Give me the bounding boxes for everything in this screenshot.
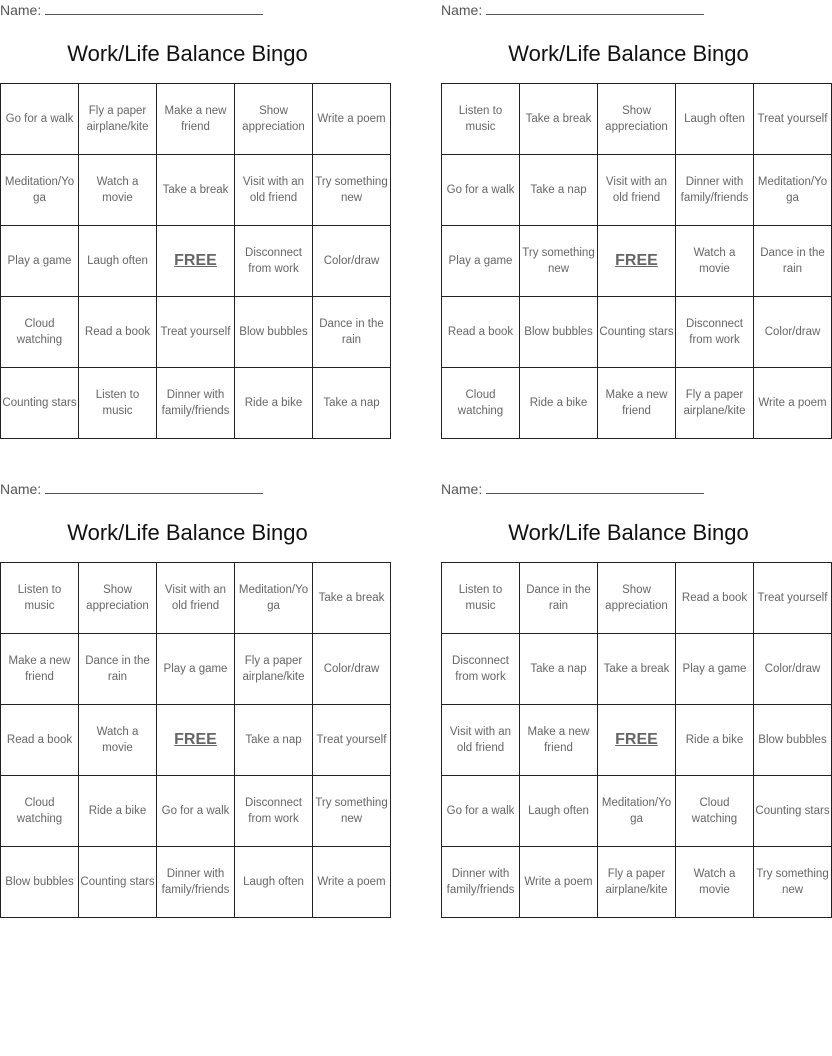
bingo-cell: Dance in the rain bbox=[520, 563, 598, 634]
bingo-cell: Make a new friend bbox=[520, 705, 598, 776]
name-blank-line[interactable] bbox=[45, 1, 263, 15]
bingo-cell: Play a game bbox=[676, 634, 754, 705]
name-field[interactable] bbox=[0, 480, 263, 497]
bingo-cell: Take a nap bbox=[313, 368, 391, 439]
bingo-cell: Play a game bbox=[442, 226, 520, 297]
bingo-cell: Show appreciation bbox=[598, 563, 676, 634]
bingo-cell: Dinner with family/friends bbox=[676, 155, 754, 226]
bingo-cell: Counting stars bbox=[598, 297, 676, 368]
bingo-cell: Dinner with family/friends bbox=[157, 368, 235, 439]
bingo-row bbox=[442, 563, 832, 634]
bingo-cell: Laugh often bbox=[79, 226, 157, 297]
bingo-cell: Watch a movie bbox=[79, 155, 157, 226]
bingo-row bbox=[1, 226, 391, 297]
bingo-cell: Fly a paper airplane/kite bbox=[598, 847, 676, 918]
bingo-cell: Show appreciation bbox=[235, 84, 313, 155]
bingo-row bbox=[442, 155, 832, 226]
bingo-cell: Meditation/Yoga bbox=[1, 155, 79, 226]
bingo-row bbox=[1, 634, 391, 705]
bingo-cell: Ride a bike bbox=[676, 705, 754, 776]
bingo-grid bbox=[441, 83, 832, 439]
bingo-cell: Show appreciation bbox=[598, 84, 676, 155]
bingo-cell: Make a new friend bbox=[157, 84, 235, 155]
bingo-cell: Dinner with family/friends bbox=[442, 847, 520, 918]
bingo-cell: Try something new bbox=[313, 155, 391, 226]
name-blank-line[interactable] bbox=[45, 480, 263, 494]
card-title: Work/Life Balance Bingo bbox=[508, 41, 749, 66]
bingo-grid bbox=[0, 562, 391, 918]
bingo-row bbox=[1, 705, 391, 776]
bingo-row bbox=[442, 634, 832, 705]
bingo-cell: Disconnect from work bbox=[442, 634, 520, 705]
bingo-row bbox=[442, 847, 832, 918]
free-space: FREE bbox=[157, 705, 235, 776]
bingo-row bbox=[442, 226, 832, 297]
bingo-cell: Listen to music bbox=[442, 84, 520, 155]
bingo-cell: Try something new bbox=[520, 226, 598, 297]
bingo-cell: Visit with an old friend bbox=[442, 705, 520, 776]
bingo-cell: Ride a bike bbox=[520, 368, 598, 439]
bingo-cell: Dinner with family/friends bbox=[157, 847, 235, 918]
bingo-grid bbox=[0, 83, 391, 439]
card-title: Work/Life Balance Bingo bbox=[67, 41, 308, 66]
bingo-cell: Try something new bbox=[754, 847, 832, 918]
bingo-cell: Fly a paper airplane/kite bbox=[79, 84, 157, 155]
bingo-grid bbox=[441, 562, 832, 918]
bingo-cell: Blow bubbles bbox=[235, 297, 313, 368]
bingo-cell: Laugh often bbox=[235, 847, 313, 918]
bingo-row bbox=[1, 297, 391, 368]
name-blank-line[interactable] bbox=[486, 1, 704, 15]
bingo-cell: Read a book bbox=[1, 705, 79, 776]
bingo-cell: Treat yourself bbox=[754, 84, 832, 155]
bingo-row bbox=[1, 776, 391, 847]
bingo-cell: Cloud watching bbox=[442, 368, 520, 439]
bingo-cell: Take a nap bbox=[520, 155, 598, 226]
bingo-row bbox=[1, 84, 391, 155]
bingo-cell: Laugh often bbox=[676, 84, 754, 155]
bingo-cell: Watch a movie bbox=[79, 705, 157, 776]
bingo-cell: Take a break bbox=[520, 84, 598, 155]
bingo-cell: Go for a walk bbox=[442, 155, 520, 226]
bingo-cell: Blow bubbles bbox=[520, 297, 598, 368]
name-field[interactable] bbox=[441, 1, 704, 18]
bingo-cell: Color/draw bbox=[754, 634, 832, 705]
name-label: Name: bbox=[0, 481, 42, 497]
bingo-cell: Meditation/Yoga bbox=[754, 155, 832, 226]
bingo-cell: Treat yourself bbox=[754, 563, 832, 634]
bingo-cell: Take a nap bbox=[520, 634, 598, 705]
bingo-cell: Blow bubbles bbox=[1, 847, 79, 918]
name-label: Name: bbox=[441, 2, 483, 18]
bingo-cell: Take a nap bbox=[235, 705, 313, 776]
bingo-card-3 bbox=[0, 479, 388, 914]
bingo-cell: Read a book bbox=[79, 297, 157, 368]
bingo-row bbox=[442, 368, 832, 439]
bingo-cell: Disconnect from work bbox=[235, 776, 313, 847]
bingo-cell: Listen to music bbox=[442, 563, 520, 634]
name-field[interactable] bbox=[0, 1, 263, 18]
bingo-cell: Meditation/Yoga bbox=[598, 776, 676, 847]
bingo-cell: Go for a walk bbox=[157, 776, 235, 847]
name-label: Name: bbox=[0, 2, 42, 18]
bingo-cell: Counting stars bbox=[754, 776, 832, 847]
bingo-cell: Make a new friend bbox=[1, 634, 79, 705]
bingo-cell: Play a game bbox=[157, 634, 235, 705]
bingo-cell: Laugh often bbox=[520, 776, 598, 847]
card-title: Work/Life Balance Bingo bbox=[508, 520, 749, 545]
bingo-row bbox=[442, 84, 832, 155]
bingo-cell: Take a break bbox=[157, 155, 235, 226]
bingo-cell: Watch a movie bbox=[676, 847, 754, 918]
bingo-cell: Listen to music bbox=[79, 368, 157, 439]
card-title: Work/Life Balance Bingo bbox=[67, 520, 308, 545]
bingo-cell: Ride a bike bbox=[235, 368, 313, 439]
bingo-cell: Write a poem bbox=[313, 84, 391, 155]
name-field[interactable] bbox=[441, 480, 704, 497]
bingo-cell: Read a book bbox=[676, 563, 754, 634]
bingo-cell: Watch a movie bbox=[676, 226, 754, 297]
bingo-cell: Fly a paper airplane/kite bbox=[235, 634, 313, 705]
bingo-cell: Treat yourself bbox=[157, 297, 235, 368]
bingo-cell: Visit with an old friend bbox=[157, 563, 235, 634]
bingo-cell: Color/draw bbox=[313, 634, 391, 705]
bingo-cell: Dance in the rain bbox=[754, 226, 832, 297]
bingo-cell: Try something new bbox=[313, 776, 391, 847]
bingo-cell: Disconnect from work bbox=[235, 226, 313, 297]
bingo-card-1 bbox=[0, 0, 388, 435]
bingo-cell: Play a game bbox=[1, 226, 79, 297]
bingo-cell: Read a book bbox=[442, 297, 520, 368]
bingo-cell: Visit with an old friend bbox=[235, 155, 313, 226]
bingo-cell: Counting stars bbox=[79, 847, 157, 918]
bingo-cell: Counting stars bbox=[1, 368, 79, 439]
bingo-cell: Go for a walk bbox=[1, 84, 79, 155]
bingo-cell: Write a poem bbox=[754, 368, 832, 439]
bingo-cell: Show appreciation bbox=[79, 563, 157, 634]
bingo-cell: Color/draw bbox=[313, 226, 391, 297]
bingo-card-2 bbox=[441, 0, 828, 435]
bingo-cell: Dance in the rain bbox=[79, 634, 157, 705]
bingo-cell: Visit with an old friend bbox=[598, 155, 676, 226]
name-blank-line[interactable] bbox=[486, 480, 704, 494]
bingo-row bbox=[442, 297, 832, 368]
bingo-cell: Write a poem bbox=[313, 847, 391, 918]
bingo-cell: Take a break bbox=[313, 563, 391, 634]
free-space: FREE bbox=[598, 705, 676, 776]
bingo-row bbox=[1, 155, 391, 226]
bingo-cell: Write a poem bbox=[520, 847, 598, 918]
bingo-row bbox=[442, 705, 832, 776]
bingo-row bbox=[1, 847, 391, 918]
bingo-cell: Dance in the rain bbox=[313, 297, 391, 368]
bingo-cell: Listen to music bbox=[1, 563, 79, 634]
bingo-cell: Color/draw bbox=[754, 297, 832, 368]
bingo-row bbox=[442, 776, 832, 847]
bingo-cell: Take a break bbox=[598, 634, 676, 705]
free-space: FREE bbox=[598, 226, 676, 297]
bingo-cell: Cloud watching bbox=[676, 776, 754, 847]
free-space: FREE bbox=[157, 226, 235, 297]
bingo-cell: Meditation/Yoga bbox=[235, 563, 313, 634]
bingo-cell: Cloud watching bbox=[1, 776, 79, 847]
bingo-cell: Treat yourself bbox=[313, 705, 391, 776]
bingo-cell: Go for a walk bbox=[442, 776, 520, 847]
name-label: Name: bbox=[441, 481, 483, 497]
bingo-cell: Make a new friend bbox=[598, 368, 676, 439]
bingo-card-4 bbox=[441, 479, 830, 914]
bingo-row bbox=[1, 368, 391, 439]
bingo-cell: Disconnect from work bbox=[676, 297, 754, 368]
bingo-cell: Blow bubbles bbox=[754, 705, 832, 776]
bingo-cell: Cloud watching bbox=[1, 297, 79, 368]
bingo-cell: Ride a bike bbox=[79, 776, 157, 847]
bingo-row bbox=[1, 563, 391, 634]
bingo-cell: Fly a paper airplane/kite bbox=[676, 368, 754, 439]
